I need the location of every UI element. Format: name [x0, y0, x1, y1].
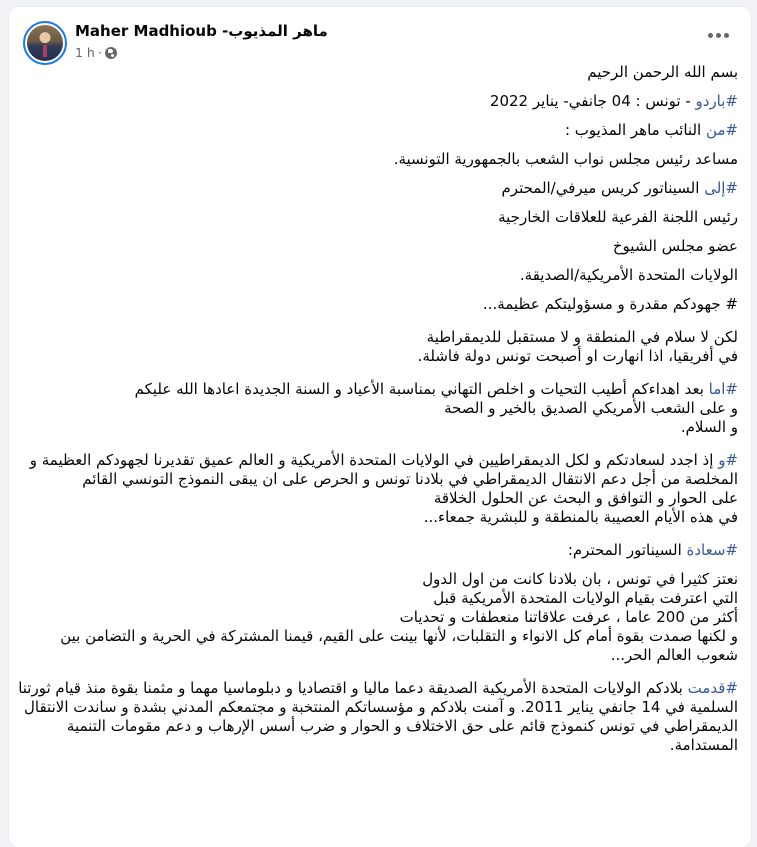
post-paragraph: بسم الله الرحمن الرحيم	[587, 63, 738, 81]
hashtag-link[interactable]: #و	[718, 451, 738, 469]
paragraph-text: بعد اهداءكم أطيب التحيات و اخلص التهاني بمناسبة الأعياد و السنة الجديدة اعادها الله عليكم و على الشعب الأمريكي الصديق بالخير و الصحة و السلام.	[134, 380, 738, 436]
post-paragraph: لكن لا سلام في المنطقة و لا مستقبل للديمقراطية في أفريقيا، اذا انهارت او أصبحت تونس دولة فاشلة.	[417, 328, 738, 365]
hashtag-link[interactable]: #إلى	[704, 179, 738, 197]
more-dot	[724, 33, 729, 38]
post-paragraph	[18, 121, 738, 140]
post-paragraph	[18, 451, 738, 527]
post-paragraph	[18, 679, 738, 755]
post-paragraph	[18, 380, 738, 437]
post-paragraph: # جهودكم مقدرة و مسؤوليتكم عظيمة...	[482, 295, 738, 313]
more-dot	[716, 33, 721, 38]
hashtag-link[interactable]: #قدمت	[687, 679, 738, 697]
profile-photo	[27, 25, 63, 61]
hashtag-link[interactable]: #من	[705, 121, 738, 139]
post-paragraph: عضو مجلس الشيوخ	[612, 237, 738, 255]
meta-separator: ·	[97, 45, 102, 60]
post-meta	[75, 45, 117, 60]
post-paragraph	[18, 92, 738, 111]
post-paragraph: نعتز كثيرا في تونس ، بان بلادنا كانت من اول الدول التي اعترفت بقيام الولايات المتحدة الأمريكية قبل أكثر من 200 عاما ، عرفت علاقاتنا منعطفات و تحديات و لكنها صمدت بقوة أمام كل الانواء و التقلبات، لأنها بينت على القيم، قيمنا المشتركة في الحرية و التضامن بين شعوب العالم الحر...	[60, 570, 738, 664]
post-body	[18, 63, 738, 765]
post-paragraph: الولايات المتحدة الأمريكية/الصديقة.	[519, 266, 738, 284]
hashtag-link[interactable]: #باردو	[695, 92, 738, 110]
paragraph-text: إذ اجدد لسعادتكم و لكل الديمقراطيين في الولايات المتحدة الأمريكية و العالم عميق تقديرنا لجهودكم العظيمة و المخلصة من أجل دعم الانتقال الديمقراطي في بلادنا تونس و الحرص على ان يبقى النموذج التونسي القائم على الحوار و التوافق و البحث عن الحلول الخلاقة في هذه الأيام العصيبة بالمنطقة و للبشرية جمعاء...	[29, 451, 738, 526]
paragraph-text: السيناتور المحترم:	[567, 541, 687, 559]
hashtag-link[interactable]: #سعادة	[686, 541, 738, 559]
more-options-icon	[708, 33, 713, 38]
author-name[interactable]: Maher Madhioub -ماهر المذيوب	[75, 22, 328, 40]
paragraph-text: بلادكم الولايات المتحدة الأمريكية الصديقة دعما ماليا و اقتصاديا و دبلوماسيا مهما و مثمنا بقوة منذ قيام ثورتنا السلمية في 14 جانفي يناير 2011. و آمنت بلادكم و مؤسساتكم المنتخبة و مجتمعكم المدني بشدة و ساندت الانتقال الديمقراطي في تونس كنموذج قائم على حق الاختلاف و الحوار و ضرب أسس الإرهاب و دعم مقومات التنمية المستدامة.	[18, 679, 738, 754]
avatar[interactable]	[23, 21, 67, 65]
post-paragraph	[18, 179, 738, 198]
post-paragraph: مساعد رئيس مجلس نواب الشعب بالجمهورية التونسية.	[393, 150, 738, 168]
post-time[interactable]: 1 h	[75, 45, 95, 60]
hashtag-link[interactable]: #اما	[708, 380, 738, 398]
paragraph-text: - تونس : 04 جانفي- يناير 2022	[489, 92, 696, 110]
paragraph-text: السيناتور كريس ميرفي/المحترم	[501, 179, 705, 197]
more-options-button[interactable]	[708, 33, 729, 38]
globe-icon[interactable]	[105, 47, 117, 59]
post-paragraph: رئيس اللجنة الفرعية للعلاقات الخارجية	[498, 208, 738, 226]
paragraph-text: النائب ماهر المذيوب :	[564, 121, 706, 139]
post-paragraph	[18, 541, 738, 560]
